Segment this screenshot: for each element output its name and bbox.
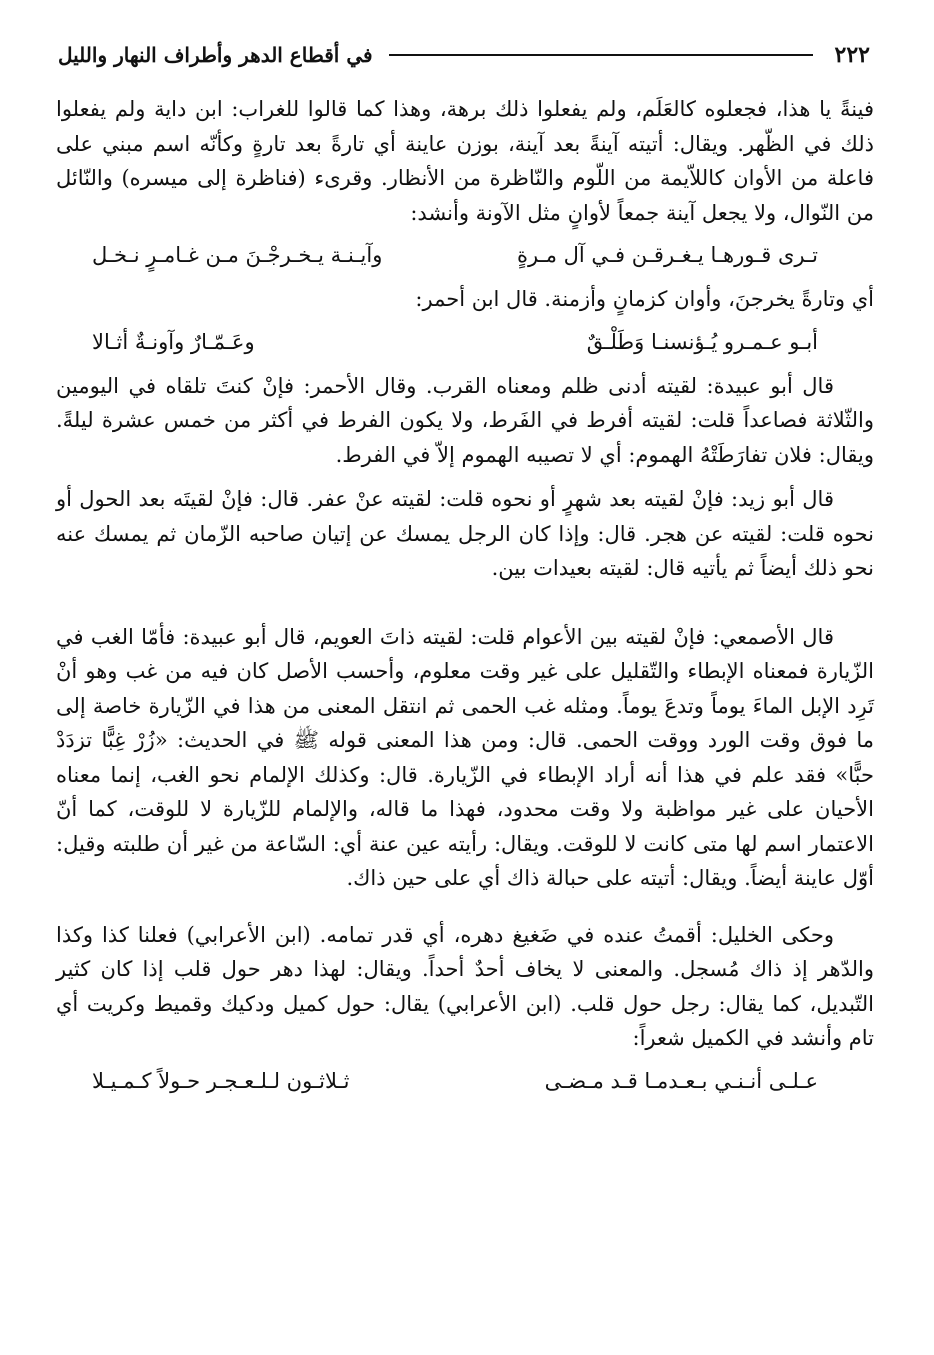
verse-3-second-hemistich: ثـلاثـون لـلـعـجـر حـولاً كـمـيـلا	[92, 1068, 350, 1093]
paragraph-3: قال أبو عبيدة: لقيته أدنى ظلم ومعناه القرب. وقال الأحمر: فإنْ كنتَ تلقاه في اليومين والثّلاثة فصاعداً قلت: لقيته أفرط في الفَرط، ولا يكون الفرط في أكثر من خمس عشرة ليلةً. ويقال: فلان تفارَطَتْهُ الهموم: أي لا تصيبه الهموم إلاّ في الفرط.	[56, 373, 874, 467]
paragraph-2: أي وتارةً يخرجنَ، وأوان كزمانٍ وأزمنة. قال ابن أحمر:	[415, 287, 874, 311]
page-header	[58, 40, 870, 70]
header-rule	[389, 54, 813, 56]
running-title: في أقطاع الدهر وأطراف النهار والليل	[58, 43, 373, 67]
spacer	[56, 472, 874, 482]
paragraph-5: قال الأصمعي: فإنْ لقيته بين الأعوام قلت: لقيته ذاتَ العويم، قال أبو عبيدة: فأمّا الغب في الزّيارة فمعناه الإبطاء والتّقليل على غير وقت معلوم، وأحسب الأصل كان فيه من غب وهو أنْ تَرِد الإبل الماءَ يوماً وتدعَ يوماً. ومثله غب الحمى ثم انتقل المعنى من هذا في الزّيارة خاصة إلى ما فوق وقت الورد ووقت الحمى. قال: ومن هذا المعنى قوله ﷺ في الحديث: «زُرْ غِبًّا تزدَدْ حبًّا» فقد علم في هذا أنه أراد الإبطاء في الزّيارة. قال: وكذلك الإلمام نحو الغب، إنما معناه الأحيان على غير مواظبة ولا وقت محدود، فهذا ما قاله، والإلمام للزّيارة لا للوقت، كما أنّ الاعتمار اسم لها متى كانت لا للوقت. ويقال: رأيته عين عنة أي: السّاعة من غير أن طلبته وقيل: أوّل عاينة أيضاً. ويقال: أتيته على حبالة ذاك أي على حين ذاك.	[56, 624, 874, 890]
verse-1-first-hemistich: تـرى قـورهـا يـغـرقـن فـي آل مـرةٍ	[516, 243, 818, 267]
spacer	[56, 586, 874, 620]
body-text	[56, 92, 874, 1108]
paragraph-1: فينةً يا هذا، فجعلوه كالعَلَم، ولم يفعلوا ذلك برهة، وهذا كما قالوا للغراب: ابن داية ولم يفعلوا ذلك في الظّهر. ويقال: أتيته آينةً بعد آينة، بوزن عاينة أي تارةً بعد تارةٍ وكأنّه اسم مبني على فاعلة من الأوان كاللاّيمة من اللّوم والنّاظرة من الأنظار. وقرىء (فناظرة إلى ميسره) والنّائل من النّوال، ولا يجعل آينة جمعاً لأوانٍ مثل الآونة وأنشد:	[56, 97, 874, 225]
verse-1	[56, 238, 874, 272]
paragraph-6: وحكى الخليل: أقمتُ عنده في ضَغيغ دهره، أي قدر تمامه. (ابن الأعرابي) فعلنا كذا وكذا والدّهر إذ ذاك مُسجل. والمعنى لا يخاف أحدٌ أحداً. ويقال: لهذا دهر حول قلب إذا كان كثير التّبديل، كما يقال: رجل حول قلب. (ابن الأعرابي) يقال: حول كميل ودكيك وقميط وكريت أي تام وأنشد في الكميل شعراً:	[56, 922, 875, 1050]
verse-2-first-hemistich: أبـو عـمـرو يُـؤنسنـا وَطَلْـقٌ	[586, 329, 818, 354]
verse-1-second-hemistich: وآيـنـة يـخـرجْـنَ مـن غـامـرٍ نـخـل	[92, 243, 383, 267]
page-number: ٢٢٢	[834, 42, 870, 68]
spacer	[56, 896, 874, 918]
paragraph-4: قال أبو زيد: فإنْ لقيته بعد شهرٍ أو نحوه قلت: لقيته عنْ عفر. قال: فإنْ لقيتَه بعد الحول أو نحوه قلت: لقيته عن هجر. قال: وإذا كان الرجل يمسك عن إتيان صاحبه الزّمان ثم يمسك عنه نحو ذلك أيضاً ثم يأتيه قال: لقيته بعيدات بين.	[56, 487, 874, 580]
verse-3	[56, 1064, 874, 1098]
verse-2	[56, 325, 874, 359]
verse-3-first-hemistich: عـلـى أنـنـي بـعـدمـا قـد مـضـى	[544, 1068, 818, 1093]
verse-2-second-hemistich: وعَـمّـارٌ وآونـةٌ أثـالا	[92, 329, 255, 354]
